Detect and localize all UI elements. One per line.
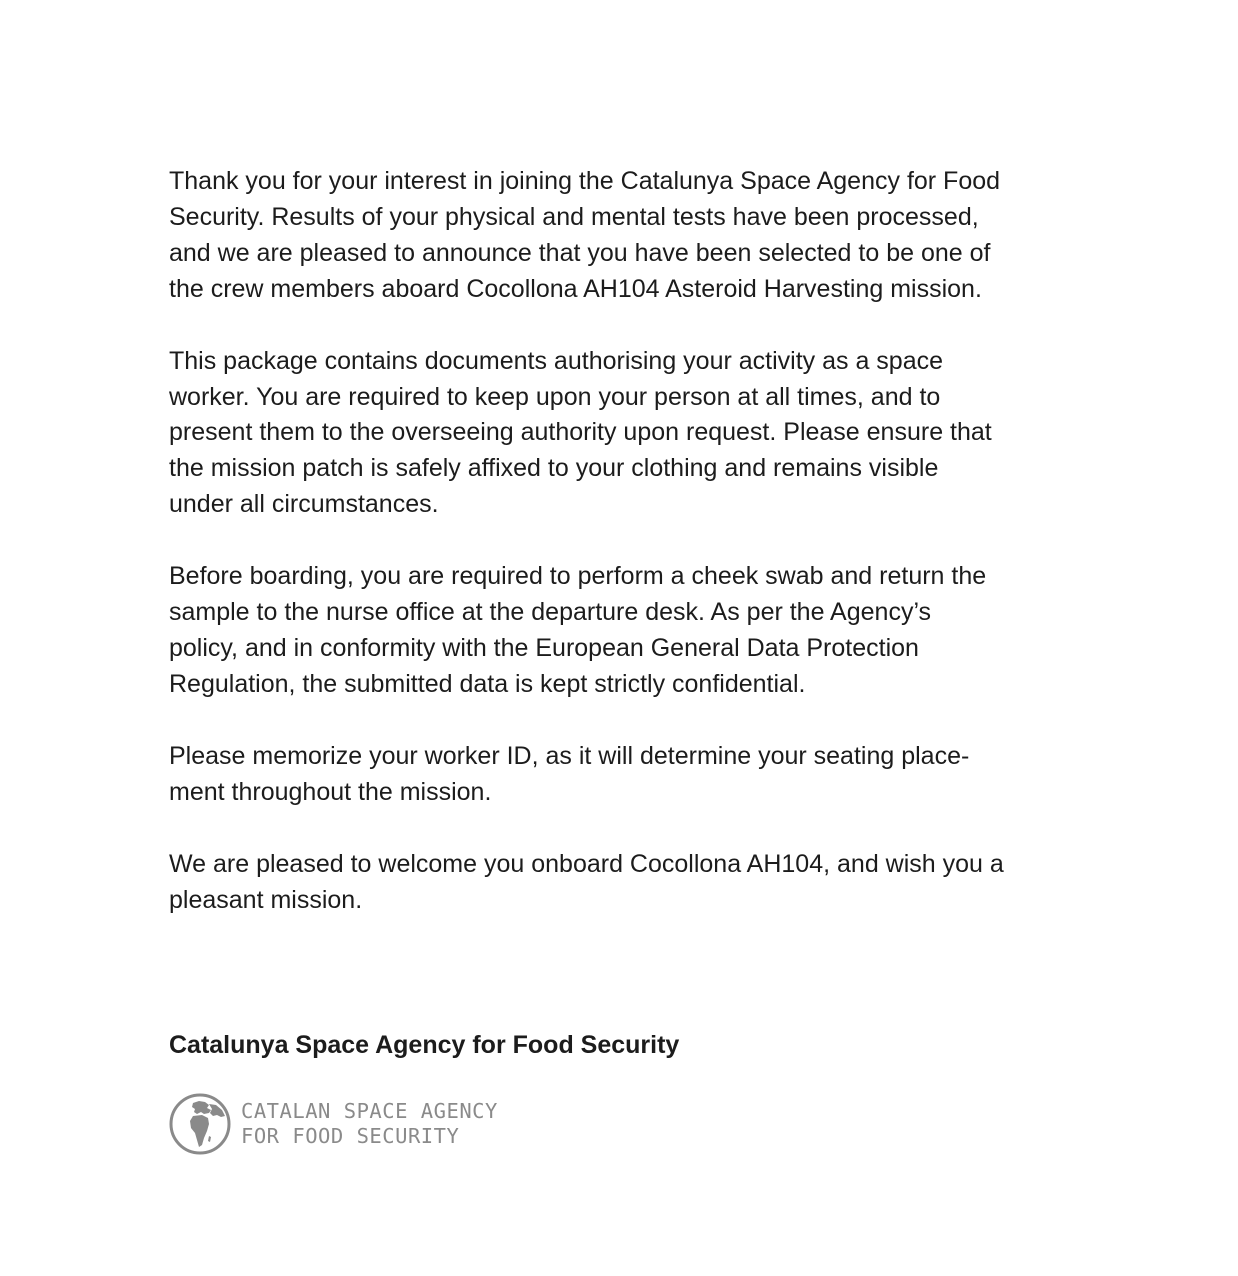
globe-icon [169, 1093, 231, 1155]
logo-text [241, 1099, 498, 1149]
signature: Catalunya Space Agency for Food Security [169, 1031, 680, 1059]
paragraph-welcome: We are pleased to welcome you onboard Cocollona AH104, and wish you a pleasant mission. [169, 849, 1004, 914]
paragraph-intro: Thank you for your interest in joining the Catalunya Space Agency for Food Security. Results of your physical and mental tests have been processed, and we are pleased to announce that you have been selected to be one of the crew members aboard Cocollona AH104 Asteroid Harvesting mission. [169, 167, 1001, 303]
paragraph-worker-id: Please memorize your worker ID, as it will determine your seating place- ment throughout the mission. [169, 741, 970, 806]
agency-logo [169, 1093, 498, 1155]
logo-text-line-1: CATALAN SPACE AGENCY [241, 1099, 498, 1123]
paragraph-cheek-swab: Before boarding, you are required to perform a cheek swab and return the sample to the nurse office at the departure desk. As per the Agency’s policy, and in conformity with the European General Data Protection Regulation, the submitted data is kept strictly confidential. [169, 562, 987, 698]
paragraph-documents: This package contains documents authorising your activity as a space worker. You are required to keep upon your person at all times, and to present them to the overseeing authority upon request. Please ensure that the mission patch is safely affixed to your clothing and remains visible under all circumstances. [169, 346, 992, 519]
logo-text-line-2: FOR FOOD SECURITY [241, 1124, 460, 1148]
letter-body [169, 164, 1069, 954]
